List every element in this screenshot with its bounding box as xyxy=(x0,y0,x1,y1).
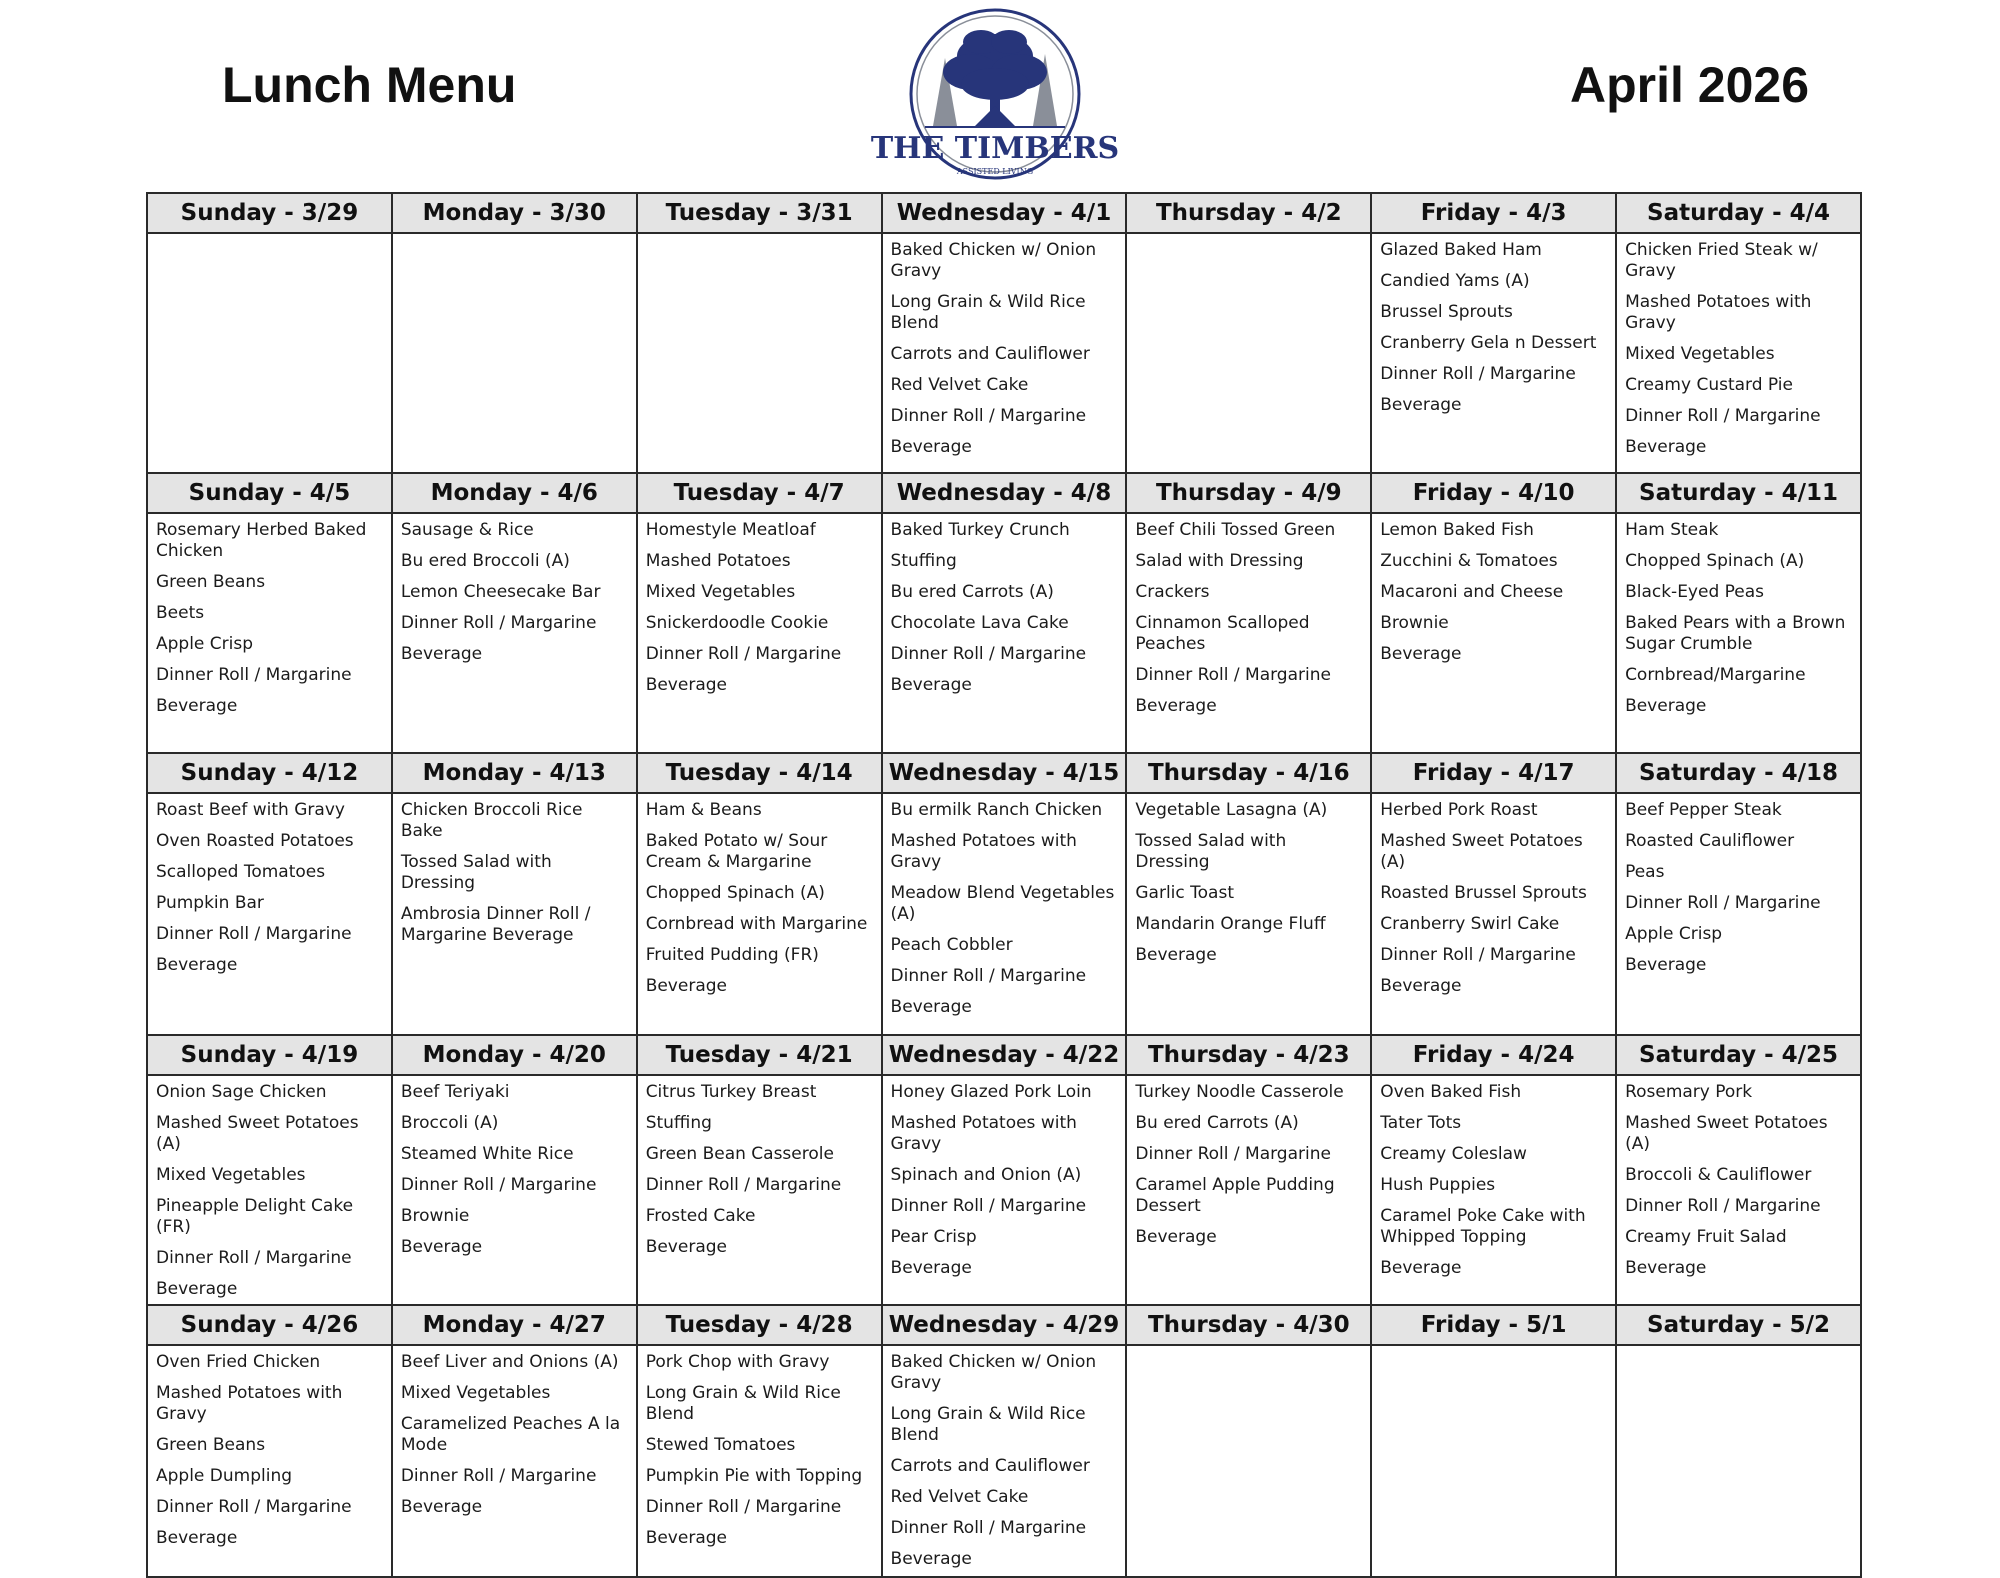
menu-item: Chicken Broccoli Rice Bake xyxy=(400,800,583,841)
day-menu-cell xyxy=(1371,233,1616,473)
menu-item: Carrots and Cauliflower xyxy=(890,344,1090,364)
menu-item: Dinner Roll / Margarine xyxy=(1380,364,1576,384)
menu-item: Dinner Roll / Margarine xyxy=(1380,945,1576,965)
menu-item: Dinner Roll / Margarine xyxy=(645,1497,842,1517)
menu-item: Creamy Custard Pie xyxy=(1625,375,1793,395)
day-menu-cell xyxy=(1371,1075,1616,1305)
menu-item: Tossed Salad with Dressing xyxy=(1135,831,1287,872)
menu-item: Beverage xyxy=(1135,696,1217,716)
lunch-calendar xyxy=(146,192,1862,1578)
menu-item: Ham Steak xyxy=(1625,520,1719,540)
day-header: Monday - 4/6 xyxy=(392,473,637,513)
logo-oak-tree xyxy=(943,30,1047,126)
day-menu-cell xyxy=(392,1075,637,1305)
day-header: Friday - 4/17 xyxy=(1371,753,1616,793)
menu-item: Dinner Roll / Margarine xyxy=(890,644,1087,664)
menu-item: Creamy Coleslaw xyxy=(1380,1144,1527,1164)
menu-item: Caramel Apple Pudding Dessert xyxy=(1135,1175,1335,1216)
menu-item: Mandarin Orange Fluff xyxy=(1135,914,1326,934)
day-menu-cell xyxy=(1371,793,1616,1035)
day-menu-cell xyxy=(392,513,637,753)
menu-item: Snickerdoodle Cookie xyxy=(645,613,829,633)
menu-item: Mashed Sweet Potatoes (A) xyxy=(1625,1113,1828,1154)
menu-item: Vegetable Lasagna (A) xyxy=(1135,800,1328,820)
day-header: Wednesday - 4/29 xyxy=(882,1305,1127,1345)
menu-item: Beef Liver and Onions (A) xyxy=(400,1352,619,1372)
menu-item: Lemon Baked Fish xyxy=(1380,520,1534,540)
day-menu-cell xyxy=(147,1075,392,1305)
menu-item: Green Beans xyxy=(156,1435,266,1455)
menu-item: Red Velvet Cake xyxy=(890,1487,1029,1507)
menu-item: Apple Crisp xyxy=(156,634,254,654)
menu-item: Beverage xyxy=(645,1237,727,1257)
menu-item: Tossed Salad with Dressing xyxy=(400,852,552,893)
menu-item: Mashed Potatoes with Gravy xyxy=(890,831,1077,872)
day-header: Monday - 4/13 xyxy=(392,753,637,793)
menu-item: Long Grain & Wild Rice Blend xyxy=(645,1383,841,1424)
day-menu-cell xyxy=(1126,793,1371,1035)
day-menu-cell xyxy=(882,1345,1127,1577)
menu-item: Beverage xyxy=(645,1528,727,1548)
day-menu-cell xyxy=(1126,1075,1371,1305)
menu-item: Citrus Turkey Breast xyxy=(645,1082,817,1102)
day-header: Sunday - 4/19 xyxy=(147,1035,392,1075)
menu-item: Brownie xyxy=(400,1206,470,1226)
menu-item: Mashed Potatoes xyxy=(645,551,791,571)
menu-item: Pineapple Delight Cake (FR) xyxy=(156,1196,354,1237)
menu-item: Bu ermilk Ranch Chicken xyxy=(890,800,1103,820)
day-header: Tuesday - 4/7 xyxy=(637,473,882,513)
day-header: Monday - 3/30 xyxy=(392,193,637,233)
menu-item: Macaroni and Cheese xyxy=(1380,582,1564,602)
menu-item: Beef Pepper Steak xyxy=(1625,800,1782,820)
menu-item: Tater Tots xyxy=(1380,1113,1462,1133)
day-menu-cell xyxy=(1126,513,1371,753)
menu-item: Beverage xyxy=(1135,1227,1217,1247)
day-header: Monday - 4/20 xyxy=(392,1035,637,1075)
menu-item: Baked Chicken w/ Onion Gravy xyxy=(890,1352,1097,1393)
menu-item: Dinner Roll / Margarine xyxy=(1135,665,1331,685)
day-menu-cell xyxy=(1126,233,1371,473)
menu-item: Dinner Roll / Margarine xyxy=(156,1248,352,1268)
menu-item: Beverage xyxy=(400,1497,483,1517)
logo-subtext: ASSISTED LIVING xyxy=(956,167,1034,176)
menu-item: Ambrosia Dinner Roll / Margarine Beverage xyxy=(400,904,591,945)
menu-item: Broccoli (A) xyxy=(400,1113,499,1133)
menu-item: Candied Yams (A) xyxy=(1380,271,1530,291)
day-menu-cell xyxy=(637,233,882,473)
menu-item: Pork Chop with Gravy xyxy=(645,1352,830,1372)
menu-item: Zucchini & Tomatoes xyxy=(1380,551,1558,571)
week-menu-row xyxy=(147,233,1861,473)
menu-item: Brussel Sprouts xyxy=(1380,302,1513,322)
menu-item: Frosted Cake xyxy=(645,1206,756,1226)
day-header: Wednesday - 4/15 xyxy=(882,753,1127,793)
menu-item: Green Beans xyxy=(156,572,266,592)
menu-item: Cranberry Gela n Dessert xyxy=(1380,333,1597,353)
menu-item: Dinner Roll / Margarine xyxy=(156,665,352,685)
menu-item: Dinner Roll / Margarine xyxy=(890,966,1087,986)
menu-item: Beverage xyxy=(156,696,238,716)
day-header: Thursday - 4/30 xyxy=(1126,1305,1371,1345)
menu-item: Cranberry Swirl Cake xyxy=(1380,914,1560,934)
menu-item: Beverage xyxy=(1135,945,1217,965)
menu-item: Beef Chili Tossed Green xyxy=(1135,520,1336,540)
menu-item: Glazed Baked Ham xyxy=(1380,240,1542,260)
day-menu-cell xyxy=(1616,1075,1861,1305)
day-header: Sunday - 4/26 xyxy=(147,1305,392,1345)
menu-item: Dinner Roll / Margarine xyxy=(890,1518,1087,1538)
day-menu-cell xyxy=(392,233,637,473)
menu-item: Long Grain & Wild Rice Blend xyxy=(890,1404,1086,1445)
day-menu-cell xyxy=(1616,1345,1861,1577)
day-menu-cell xyxy=(1126,1345,1371,1577)
menu-item: Stewed Tomatoes xyxy=(645,1435,796,1455)
menu-item: Meadow Blend Vegetables (A) xyxy=(890,883,1115,924)
menu-item: Rosemary Pork xyxy=(1625,1082,1753,1102)
menu-item: Green Bean Casserole xyxy=(645,1144,834,1164)
day-menu-cell xyxy=(637,513,882,753)
menu-item: Bu ered Carrots (A) xyxy=(890,582,1054,602)
month-title: April 2026 xyxy=(1570,57,1810,113)
menu-item: Mixed Vegetables xyxy=(156,1165,306,1185)
menu-item: Mashed Sweet Potatoes (A) xyxy=(156,1113,359,1154)
menu-item: Beverage xyxy=(890,437,972,457)
menu-item: Hush Puppies xyxy=(1380,1175,1496,1195)
menu-item: Peach Cobbler xyxy=(890,935,1013,955)
menu-item: Beverage xyxy=(1625,437,1707,457)
menu-item: Long Grain & Wild Rice Blend xyxy=(890,292,1086,333)
day-menu-cell xyxy=(637,1345,882,1577)
menu-item: Turkey Noodle Casserole xyxy=(1135,1082,1344,1102)
menu-item: Dinner Roll / Margarine xyxy=(890,1196,1087,1216)
menu-item: Dinner Roll / Margarine xyxy=(645,1175,842,1195)
menu-item: Beverage xyxy=(1380,395,1462,415)
day-menu-cell xyxy=(1371,1345,1616,1577)
menu-item: Cornbread with Margarine xyxy=(645,914,868,934)
menu-item: Oven Baked Fish xyxy=(1380,1082,1522,1102)
menu-item: Cinnamon Scalloped Peaches xyxy=(1135,613,1310,654)
menu-item: Dinner Roll / Margarine xyxy=(400,1466,597,1486)
menu-item: Chopped Spinach (A) xyxy=(1625,551,1805,571)
day-menu-cell xyxy=(1616,793,1861,1035)
menu-item: Carrots and Cauliflower xyxy=(890,1456,1090,1476)
day-menu-cell xyxy=(1616,513,1861,753)
menu-item: Peas xyxy=(1625,862,1665,882)
day-header: Tuesday - 4/28 xyxy=(637,1305,882,1345)
menu-item: Mixed Vegetables xyxy=(400,1383,551,1403)
menu-item: Stuffing xyxy=(890,551,957,571)
menu-item: Caramelized Peaches A la Mode xyxy=(400,1414,621,1455)
menu-item: Beverage xyxy=(156,1279,238,1299)
day-header: Thursday - 4/9 xyxy=(1126,473,1371,513)
menu-item: Cornbread/Margarine xyxy=(1625,665,1806,685)
menu-item: Chocolate Lava Cake xyxy=(890,613,1069,633)
week-menu-row xyxy=(147,1345,1861,1577)
day-menu-cell xyxy=(392,793,637,1035)
day-header: Tuesday - 3/31 xyxy=(637,193,882,233)
menu-item: Beverage xyxy=(890,675,972,695)
day-header: Saturday - 4/25 xyxy=(1616,1035,1861,1075)
menu-item: Crackers xyxy=(1135,582,1210,602)
week-menu-row xyxy=(147,513,1861,753)
day-menu-cell xyxy=(147,1345,392,1577)
day-header: Tuesday - 4/21 xyxy=(637,1035,882,1075)
menu-item: Beverage xyxy=(1625,955,1707,975)
menu-item: Lemon Cheesecake Bar xyxy=(400,582,601,602)
menu-item: Ham & Beans xyxy=(645,800,762,820)
menu-item: Dinner Roll / Margarine xyxy=(1625,406,1821,426)
menu-item: Scalloped Tomatoes xyxy=(156,862,326,882)
menu-item: Mashed Sweet Potatoes (A) xyxy=(1380,831,1583,872)
day-menu-cell xyxy=(637,1075,882,1305)
menu-item: Red Velvet Cake xyxy=(890,375,1029,395)
menu-item: Herbed Pork Roast xyxy=(1380,800,1538,820)
menu-item: Broccoli & Cauliflower xyxy=(1625,1165,1812,1185)
day-menu-cell xyxy=(147,233,392,473)
menu-item: Beverage xyxy=(400,644,483,664)
menu-item: Beverage xyxy=(156,955,238,975)
day-header: Saturday - 4/18 xyxy=(1616,753,1861,793)
day-menu-cell xyxy=(1371,513,1616,753)
week-header-row xyxy=(147,473,1861,513)
menu-item: Salad with Dressing xyxy=(1135,551,1304,571)
menu-item: Baked Chicken w/ Onion Gravy xyxy=(890,240,1097,281)
menu-item: Dinner Roll / Margarine xyxy=(1135,1144,1331,1164)
menu-item: Honey Glazed Pork Loin xyxy=(890,1082,1092,1102)
day-header: Saturday - 4/11 xyxy=(1616,473,1861,513)
menu-item: Dinner Roll / Margarine xyxy=(400,613,597,633)
menu-item: Mixed Vegetables xyxy=(1625,344,1775,364)
day-menu-cell xyxy=(1616,233,1861,473)
menu-item: Dinner Roll / Margarine xyxy=(156,1497,352,1517)
menu-item: Mixed Vegetables xyxy=(645,582,796,602)
menu-item: Caramel Poke Cake with Whipped Topping xyxy=(1380,1206,1586,1247)
menu-item: Beverage xyxy=(645,976,727,996)
day-header: Friday - 4/3 xyxy=(1371,193,1616,233)
day-header: Sunday - 4/12 xyxy=(147,753,392,793)
day-header: Saturday - 5/2 xyxy=(1616,1305,1861,1345)
menu-item: Baked Turkey Crunch xyxy=(890,520,1070,540)
day-header: Thursday - 4/16 xyxy=(1126,753,1371,793)
menu-item: Creamy Fruit Salad xyxy=(1625,1227,1787,1247)
menu-item: Beets xyxy=(156,603,205,623)
day-menu-cell xyxy=(882,513,1127,753)
menu-item: Dinner Roll / Margarine xyxy=(400,1175,597,1195)
week-header-row xyxy=(147,1305,1861,1345)
week-menu-row xyxy=(147,793,1861,1035)
menu-item: Chicken Fried Steak w/ Gravy xyxy=(1625,240,1818,281)
day-header: Tuesday - 4/14 xyxy=(637,753,882,793)
menu-item: Chopped Spinach (A) xyxy=(645,883,825,903)
menu-item: Baked Potato w/ Sour Cream & Margarine xyxy=(645,831,828,872)
menu-item: Roast Beef with Gravy xyxy=(156,800,345,820)
menu-item: Oven Fried Chicken xyxy=(156,1352,321,1372)
day-header: Friday - 4/10 xyxy=(1371,473,1616,513)
day-header: Sunday - 4/5 xyxy=(147,473,392,513)
menu-item: Bu ered Broccoli (A) xyxy=(400,551,570,571)
menu-item: Garlic Toast xyxy=(1135,883,1234,903)
menu-item: Beverage xyxy=(890,1258,972,1278)
menu-item: Roasted Cauliflower xyxy=(1625,831,1795,851)
menu-item: Steamed White Rice xyxy=(400,1144,574,1164)
day-header: Friday - 5/1 xyxy=(1371,1305,1616,1345)
menu-item: Apple Crisp xyxy=(1625,924,1723,944)
menu-item: Black-Eyed Peas xyxy=(1625,582,1765,602)
menu-item: Rosemary Herbed Baked Chicken xyxy=(156,520,367,561)
menu-item: Bu ered Carrots (A) xyxy=(1135,1113,1299,1133)
menu-item: Fruited Pudding (FR) xyxy=(645,945,819,965)
menu-item: Pear Crisp xyxy=(890,1227,977,1247)
menu-item: Beverage xyxy=(1380,976,1462,996)
menu-item: Apple Dumpling xyxy=(156,1466,293,1486)
menu-item: Mashed Potatoes with Gravy xyxy=(156,1383,343,1424)
week-menu-row xyxy=(147,1075,1861,1305)
day-header: Wednesday - 4/22 xyxy=(882,1035,1127,1075)
day-menu-cell xyxy=(882,1075,1127,1305)
menu-item: Baked Pears with a Brown Sugar Crumble xyxy=(1625,613,1846,654)
logo-wordmark: THE TIMBERS xyxy=(870,131,1120,166)
day-header: Thursday - 4/23 xyxy=(1126,1035,1371,1075)
day-header: Saturday - 4/4 xyxy=(1616,193,1861,233)
week-header-row xyxy=(147,193,1861,233)
the-timbers-logo xyxy=(870,6,1120,189)
week-header-row xyxy=(147,753,1861,793)
menu-item: Beverage xyxy=(1380,644,1462,664)
menu-item: Beverage xyxy=(890,997,972,1017)
menu-item: Onion Sage Chicken xyxy=(156,1082,327,1102)
menu-item: Mashed Potatoes with Gravy xyxy=(1625,292,1812,333)
menu-item: Brownie xyxy=(1380,613,1449,633)
day-header: Sunday - 3/29 xyxy=(147,193,392,233)
day-header: Monday - 4/27 xyxy=(392,1305,637,1345)
menu-item: Beverage xyxy=(1625,696,1707,716)
menu-item: Oven Roasted Potatoes xyxy=(156,831,354,851)
menu-item: Dinner Roll / Margarine xyxy=(1625,1196,1821,1216)
menu-item: Beverage xyxy=(1625,1258,1707,1278)
menu-item: Beverage xyxy=(645,675,727,695)
menu-item: Beverage xyxy=(400,1237,483,1257)
menu-item: Mashed Potatoes with Gravy xyxy=(890,1113,1077,1154)
menu-item: Beverage xyxy=(1380,1258,1462,1278)
day-menu-cell xyxy=(882,233,1127,473)
menu-item: Stuffing xyxy=(645,1113,712,1133)
day-header: Wednesday - 4/1 xyxy=(882,193,1127,233)
menu-item: Pumpkin Bar xyxy=(156,893,264,913)
menu-item: Pumpkin Pie with Topping xyxy=(645,1466,863,1486)
menu-item: Dinner Roll / Margarine xyxy=(1625,893,1821,913)
day-menu-cell xyxy=(392,1345,637,1577)
day-menu-cell xyxy=(147,513,392,753)
day-menu-cell xyxy=(637,793,882,1035)
menu-item: Homestyle Meatloaf xyxy=(645,520,816,540)
menu-item: Dinner Roll / Margarine xyxy=(645,644,842,664)
menu-item: Spinach and Onion (A) xyxy=(890,1165,1082,1185)
menu-item: Sausage & Rice xyxy=(400,520,534,540)
day-header: Wednesday - 4/8 xyxy=(882,473,1127,513)
page-title: Lunch Menu xyxy=(222,57,517,113)
menu-item: Dinner Roll / Margarine xyxy=(890,406,1087,426)
menu-item: Roasted Brussel Sprouts xyxy=(1380,883,1587,903)
day-header: Friday - 4/24 xyxy=(1371,1035,1616,1075)
menu-item: Beef Teriyaki xyxy=(400,1082,510,1102)
menu-item: Beverage xyxy=(156,1528,238,1548)
day-menu-cell xyxy=(147,793,392,1035)
day-menu-cell xyxy=(882,793,1127,1035)
menu-item: Dinner Roll / Margarine xyxy=(156,924,352,944)
week-header-row xyxy=(147,1035,1861,1075)
menu-item: Beverage xyxy=(890,1549,972,1569)
day-header: Thursday - 4/2 xyxy=(1126,193,1371,233)
